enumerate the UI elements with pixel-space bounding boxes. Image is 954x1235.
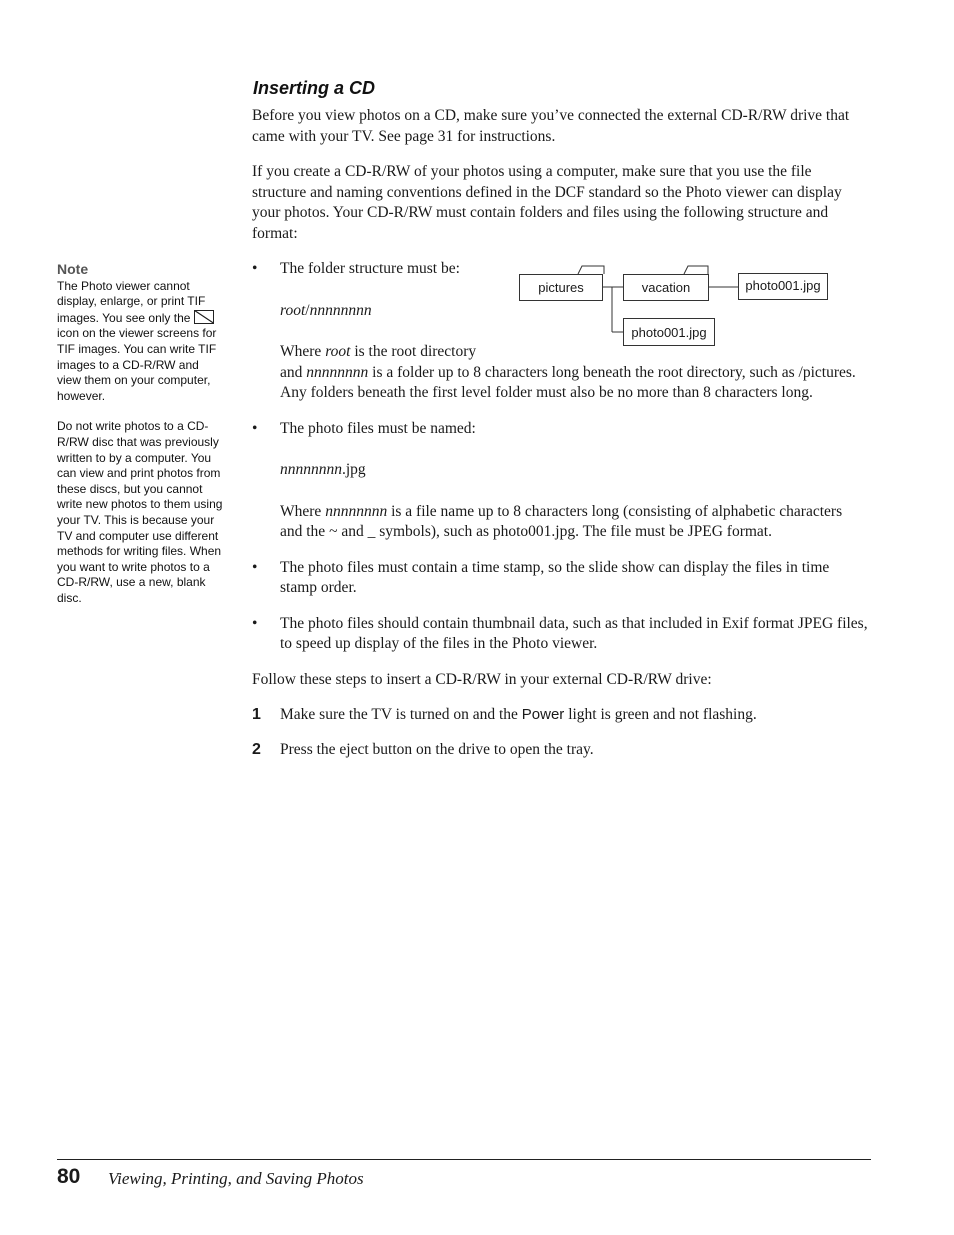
section-title: Inserting a CD [253,78,376,98]
intro-paragraph-1: Before you view photos on a CD, make sure you’ve connected the external CD-R/RW drive that came with your TV. See page 31 for instructions. [252,107,850,145]
folder-path-format: root/nnnnnnnn [280,301,372,319]
bullet-time-stamp [252,558,868,599]
file-photo001-pictures: photo001.jpg [623,318,715,346]
page-number: 80 [57,1165,81,1188]
bullet-marker: • [252,260,258,277]
step-1 [252,705,868,726]
chapter-title: Viewing, Printing, and Saving Photos [108,1169,364,1188]
root-explanation: Where root is the root directory [280,343,477,360]
folder-pictures: pictures [519,274,603,301]
step-number: 2 [252,740,261,758]
footer-divider [57,1159,871,1160]
file-name-explanation: Where nnnnnnnn is a file name up to 8 characters long (consisting of alphabetic characters and the ~ and _ symbols), such as photo001.jpg. The file must be JPEG format. [280,502,843,540]
folder-vacation: vacation [623,274,709,301]
bullet-marker: • [252,558,258,576]
tif-placeholder-icon [194,310,214,324]
bullet-marker: • [252,419,258,437]
folder-explanation: and nnnnnnnn is a folder up to 8 characters long beneath the root directory, such as /pictures. Any folders beneath the first level folder must also be no more than 8 characters long. [280,363,856,401]
follow-steps-intro: Follow these steps to insert a CD-R/RW in your external CD-R/RW drive: [252,670,712,688]
note-paragraph-1: The Photo viewer cannot display, enlarge, or print TIF images. You see only the icon on the viewer screens for TIF images. You can write TIF images to a CD-R/RW and view them on your computer, however. [57,278,217,403]
step-text: Press the eject button on the drive to open the tray. [280,740,594,758]
note-heading: Note [57,261,89,277]
bullet-text: The photo files should contain thumbnail data, such as that included in Exif format JPEG files, to speed up display of the files in the Photo viewer. [280,614,868,652]
file-name-format: nnnnnnnn.jpg [280,461,366,478]
bullet-intro: The folder structure must be: [280,260,460,277]
main-content [252,106,868,774]
step-2 [252,740,868,761]
step-number: 1 [252,706,261,723]
file-photo001-vacation: photo001.jpg [738,273,828,300]
step-text: Make sure the TV is turned on and the Power light is green and not flashing. [280,706,757,723]
folder-structure-diagram [516,262,836,352]
bullet-text: The photo files must contain a time stamp, so the slide show can display the files in time stamp order. [280,558,830,596]
bullet-marker: • [252,614,258,632]
bullet-intro: The photo files must be named: [280,419,476,437]
bullet-thumbnail [252,614,868,655]
intro-paragraph-2: If you create a CD-R/RW of your photos using a computer, make sure that you use the file structure and naming conventions defined in the DCF standard so the Photo viewer can display your photos. Your CD-R/RW must contain folders and files using the following structure and format: [252,163,842,242]
note-paragraph-2: Do not write photos to a CD-R/RW disc that was previously written to by a computer. You can view and print photos from these discs, but you cannot write new photos to them using your TV. This is because your TV and computer use different methods for writing files. When you want to write photos to a CD-R/RW, use a new, blank disc. [57,419,223,605]
sidebar-note [57,262,225,621]
bullet-file-naming [252,419,868,543]
power-label: Power [521,706,565,723]
